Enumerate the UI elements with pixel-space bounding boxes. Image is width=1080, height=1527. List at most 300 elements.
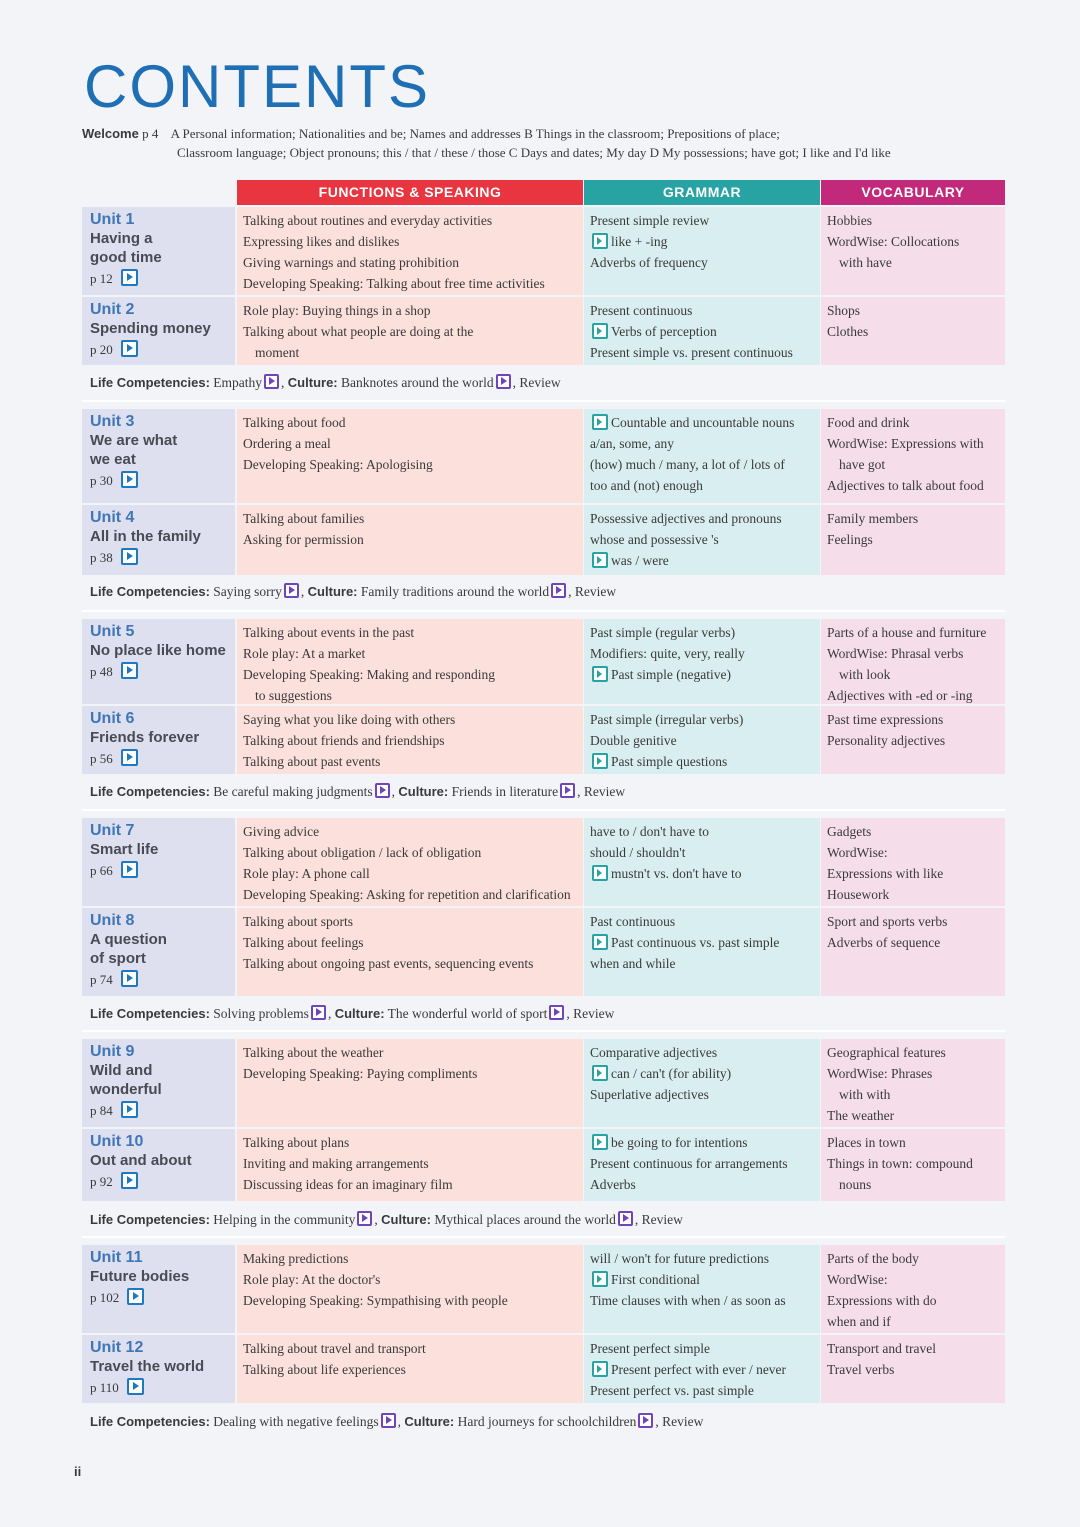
function-item	[243, 709, 577, 730]
welcome-section	[82, 124, 1012, 162]
video-icon[interactable]	[592, 753, 608, 769]
review-link: , Review	[566, 1006, 615, 1021]
function-item	[243, 1153, 577, 1174]
function-item	[243, 932, 577, 953]
unit-number[interactable]: Unit 6	[90, 710, 135, 727]
grammar-text: Adverbs of frequency	[590, 255, 708, 270]
vocab-text: Housework	[827, 887, 890, 902]
welcome-page: p 4	[142, 126, 159, 141]
grammar-item	[590, 1084, 814, 1105]
function-item	[243, 1269, 577, 1290]
grammar-item	[590, 1380, 814, 1401]
function-item	[243, 842, 577, 863]
grammar-item	[590, 454, 814, 475]
grammar-item	[590, 508, 814, 529]
grammar-text: Past continuous vs. past simple	[611, 935, 780, 950]
unit-page	[90, 1286, 229, 1310]
function-text: Developing Speaking: Sympathising with people	[243, 1293, 508, 1308]
unit-number[interactable]: Unit 11	[90, 1249, 143, 1266]
functions-cell	[237, 706, 583, 774]
function-text: Asking for permission	[243, 532, 364, 547]
vocab-text: Adverbs of sequence	[827, 935, 941, 950]
culture-topic: Family traditions around the world	[360, 584, 550, 599]
grammar-item	[590, 1042, 814, 1063]
grammar-item	[590, 412, 814, 433]
vocab-text: Parts of a house and furniture	[827, 625, 987, 640]
unit-page	[90, 1170, 229, 1194]
grammar-text: have to / don't have to	[590, 824, 710, 839]
functions-cell	[237, 409, 583, 503]
culture-label: Culture:	[398, 784, 449, 799]
unit-number[interactable]: Unit 9	[90, 1043, 135, 1060]
video-icon[interactable]	[592, 552, 608, 568]
grammar-text: whose and possessive 's	[590, 532, 719, 547]
life-competencies-line: Life Competencies: Be careful making judgments , Culture: Friends in literature , Review	[90, 784, 626, 799]
unit-page	[90, 747, 229, 771]
video-icon[interactable]	[121, 970, 138, 987]
vocab-item	[827, 1359, 999, 1380]
function-item	[243, 821, 577, 842]
unit-title: good time	[90, 249, 162, 266]
vocab-text: Sport and sports verbs	[827, 914, 948, 929]
video-icon[interactable]	[127, 1288, 144, 1305]
unit-number[interactable]: Unit 3	[90, 413, 135, 430]
unit-page	[90, 968, 229, 992]
vocabulary-cell	[821, 409, 1005, 503]
grammar-text: when and while	[590, 956, 676, 971]
function-text: Talking about routines and everyday activities	[243, 213, 493, 228]
vocab-text: Shops	[827, 303, 861, 318]
grammar-text: will / won't for future predictions	[590, 1251, 770, 1266]
unit-page-number: p 30	[90, 473, 113, 488]
grammar-text: Time clauses with when / as soon as	[590, 1293, 786, 1308]
grammar-text: should / shouldn't	[590, 845, 686, 860]
grammar-text: Past simple (irregular verbs)	[590, 712, 744, 727]
grammar-item	[590, 821, 814, 842]
unit-title: Friends forever	[90, 729, 200, 746]
vocab-item	[827, 1290, 999, 1311]
video-icon[interactable]	[284, 583, 299, 598]
vocab-item	[827, 300, 999, 321]
grammar-item	[590, 751, 814, 772]
life-competencies-line: Life Competencies: Solving problems , Culture: The wonderful world of sport , Review	[90, 1006, 615, 1021]
vocab-text: WordWise:	[827, 845, 888, 860]
vocab-item	[827, 210, 999, 231]
vocab-text: Expressions with like	[827, 866, 944, 881]
vocab-item	[827, 1132, 999, 1153]
function-text: Talking about food	[243, 415, 346, 430]
unit-page	[90, 1099, 229, 1123]
functions-cell	[237, 1039, 583, 1127]
vocab-text: WordWise: Phrases	[827, 1066, 933, 1081]
unit-cell	[82, 1335, 235, 1403]
vocab-text: Clothes	[827, 324, 869, 339]
grammar-text: was / were	[611, 553, 669, 568]
unit-page	[90, 338, 229, 362]
unit-cell	[82, 505, 235, 575]
video-icon[interactable]	[592, 1065, 608, 1081]
function-text: Ordering a meal	[243, 436, 331, 451]
unit-page-number: p 102	[90, 1290, 120, 1305]
function-text: Role play: A phone call	[243, 866, 370, 881]
grammar-item	[590, 475, 814, 496]
vocab-text: Expressions with do	[827, 1293, 937, 1308]
grammar-text: Past continuous	[590, 914, 676, 929]
function-item	[243, 953, 577, 974]
life-competencies-line: Life Competencies: Dealing with negative feelings , Culture: Hard journeys for schoolchildren , Review	[90, 1414, 704, 1429]
function-text: Developing Speaking: Apologising	[243, 457, 433, 472]
grammar-item	[590, 321, 814, 342]
grammar-text: First conditional	[611, 1272, 700, 1287]
unit-row	[82, 1039, 1005, 1127]
life-competencies-label: Life Competencies:	[90, 1414, 210, 1429]
grammar-item	[590, 1174, 814, 1195]
video-icon[interactable]	[121, 1172, 138, 1189]
grammar-cell	[584, 818, 820, 906]
vocab-item	[827, 1311, 999, 1332]
culture-topic: Hard journeys for schoolchildren	[457, 1414, 637, 1429]
unit-page	[90, 1376, 229, 1400]
unit-title: Spending money	[90, 320, 211, 337]
grammar-cell	[584, 207, 820, 295]
grammar-text: Present perfect vs. past simple	[590, 1383, 754, 1398]
functions-cell	[237, 818, 583, 906]
grammar-item	[590, 953, 814, 974]
grammar-text: Present perfect with ever / never	[611, 1362, 787, 1377]
function-item	[243, 1042, 577, 1063]
function-item	[243, 1359, 577, 1380]
function-item	[243, 433, 577, 454]
grammar-text: Adverbs	[590, 1177, 636, 1192]
video-icon[interactable]	[381, 1413, 396, 1428]
video-icon[interactable]	[121, 861, 138, 878]
video-icon[interactable]	[592, 1134, 608, 1150]
unit-row	[82, 619, 1005, 704]
vocab-item	[827, 1084, 999, 1105]
video-icon[interactable]	[592, 666, 608, 682]
video-icon[interactable]	[592, 323, 608, 339]
vocab-text: Things in town: compound	[827, 1156, 973, 1171]
grammar-item	[590, 1248, 814, 1269]
function-text: Saying what you like doing with others	[243, 712, 456, 727]
video-icon[interactable]	[592, 934, 608, 950]
vocab-item	[827, 911, 999, 932]
video-icon[interactable]	[496, 374, 511, 389]
function-text: Developing Speaking: Making and responding	[243, 667, 495, 682]
function-text: Talking about events in the past	[243, 625, 415, 640]
grammar-item	[590, 932, 814, 953]
vocab-item	[827, 730, 999, 751]
function-text: moment	[255, 345, 300, 360]
vocab-item	[827, 643, 999, 664]
function-item	[243, 529, 577, 550]
life-competencies-topic: Helping in the community	[213, 1212, 356, 1227]
vocab-item	[827, 863, 999, 884]
functions-cell	[237, 1129, 583, 1201]
video-icon[interactable]	[264, 374, 279, 389]
video-icon[interactable]	[592, 865, 608, 881]
vocabulary-cell	[821, 505, 1005, 575]
grammar-text: can / can't (for ability)	[611, 1066, 732, 1081]
review-link: , Review	[568, 584, 617, 599]
grammar-item	[590, 252, 814, 273]
video-icon[interactable]	[618, 1211, 633, 1226]
function-item	[243, 1174, 577, 1195]
vocab-text: WordWise:	[827, 1272, 888, 1287]
function-item	[243, 321, 577, 342]
video-icon[interactable]	[121, 548, 138, 565]
vocab-text: Hobbies	[827, 213, 872, 228]
life-competencies-topic: Saying sorry	[213, 584, 282, 599]
vocab-item	[827, 252, 999, 273]
vocab-item	[827, 1338, 999, 1359]
video-icon[interactable]	[592, 233, 608, 249]
vocab-text: Transport and travel	[827, 1341, 936, 1356]
grammar-cell	[584, 1039, 820, 1127]
unit-number[interactable]: Unit 12	[90, 1339, 144, 1356]
video-icon[interactable]	[127, 1378, 144, 1395]
video-icon[interactable]	[311, 1005, 326, 1020]
vocab-item	[827, 932, 999, 953]
vocabulary-cell	[821, 1335, 1005, 1403]
vocabulary-header: VOCABULARY	[821, 180, 1005, 205]
unit-row	[82, 207, 1005, 295]
unit-cell	[82, 908, 235, 996]
video-icon[interactable]	[121, 340, 138, 357]
unit-number[interactable]: Unit 7	[90, 822, 135, 839]
unit-row	[82, 1335, 1005, 1403]
unit-number[interactable]: Unit 8	[90, 912, 135, 929]
culture-label: Culture:	[404, 1414, 455, 1429]
unit-number[interactable]: Unit 1	[90, 211, 135, 228]
vocab-item	[827, 433, 999, 454]
vocab-text: Gadgets	[827, 824, 872, 839]
function-text: Talking about the weather	[243, 1045, 384, 1060]
grammar-item	[590, 643, 814, 664]
unit-page	[90, 660, 229, 684]
vocab-item	[827, 884, 999, 905]
unit-title: No place like home	[90, 642, 226, 659]
function-item	[243, 730, 577, 751]
grammar-item	[590, 1290, 814, 1311]
video-icon[interactable]	[357, 1211, 372, 1226]
unit-cell	[82, 207, 235, 295]
functions-cell	[237, 297, 583, 365]
vocab-text: with look	[839, 667, 891, 682]
grammar-item	[590, 664, 814, 685]
vocab-item	[827, 1153, 999, 1174]
vocabulary-cell	[821, 1245, 1005, 1333]
culture-label: Culture:	[334, 1006, 385, 1021]
video-icon[interactable]	[551, 583, 566, 598]
functions-cell	[237, 908, 583, 996]
unit-row	[82, 1245, 1005, 1333]
vocab-text: when and if	[827, 1314, 891, 1329]
function-item	[243, 231, 577, 252]
grammar-item	[590, 300, 814, 321]
video-icon[interactable]	[592, 1271, 608, 1287]
unit-number[interactable]: Unit 2	[90, 301, 135, 318]
vocab-item	[827, 508, 999, 529]
grammar-text: Possessive adjectives and pronouns	[590, 511, 782, 526]
function-text: Making predictions	[243, 1251, 349, 1266]
vocab-text: Places in town	[827, 1135, 906, 1150]
grammar-item	[590, 433, 814, 454]
function-item	[243, 454, 577, 475]
vocabulary-cell	[821, 1129, 1005, 1201]
grammar-text: Double genitive	[590, 733, 677, 748]
function-item	[243, 664, 577, 685]
grammar-item	[590, 911, 814, 932]
grammar-item	[590, 550, 814, 571]
function-item	[243, 300, 577, 321]
life-competencies-topic: Solving problems	[213, 1006, 309, 1021]
life-competencies-label: Life Competencies:	[90, 784, 210, 799]
vocab-item	[827, 842, 999, 863]
vocabulary-cell	[821, 619, 1005, 704]
functions-cell	[237, 207, 583, 295]
video-icon[interactable]	[121, 662, 138, 679]
function-item	[243, 342, 577, 363]
video-icon[interactable]	[592, 1361, 608, 1377]
page-number: ii	[74, 1464, 82, 1479]
vocab-text: with have	[839, 255, 892, 270]
culture-topic: Banknotes around the world	[341, 375, 494, 390]
video-icon[interactable]	[375, 783, 390, 798]
unit-page-number: p 74	[90, 972, 113, 987]
function-text: Giving warnings and stating prohibition	[243, 255, 459, 270]
vocab-item	[827, 321, 999, 342]
function-item	[243, 751, 577, 772]
grammar-text: too and (not) enough	[590, 478, 703, 493]
section-divider	[82, 610, 1005, 612]
vocab-text: Personality adjectives	[827, 733, 946, 748]
grammar-header: GRAMMAR	[584, 180, 820, 205]
function-text: Developing Speaking: Talking about free time activities	[243, 276, 545, 291]
unit-title: we eat	[90, 451, 136, 468]
unit-title: Wild and	[90, 1062, 153, 1079]
welcome-line-1	[82, 124, 1012, 143]
grammar-text: Superlative adjectives	[590, 1087, 709, 1102]
grammar-text: mustn't vs. don't have to	[611, 866, 742, 881]
unit-page-number: p 12	[90, 271, 113, 286]
unit-row	[82, 908, 1005, 996]
grammar-cell	[584, 297, 820, 365]
unit-number[interactable]: Unit 5	[90, 623, 135, 640]
grammar-text: (how) much / many, a lot of / lots of	[590, 457, 785, 472]
grammar-item	[590, 529, 814, 550]
grammar-cell	[584, 1335, 820, 1403]
function-text: Talking about plans	[243, 1135, 350, 1150]
unit-row	[82, 505, 1005, 575]
grammar-text: Present perfect simple	[590, 1341, 710, 1356]
grammar-item	[590, 1338, 814, 1359]
function-text: Talking about sports	[243, 914, 354, 929]
grammar-item	[590, 1269, 814, 1290]
grammar-item	[590, 842, 814, 863]
unit-page-number: p 92	[90, 1174, 113, 1189]
page-title: CONTENTS	[84, 53, 430, 120]
functions-cell	[237, 619, 583, 704]
video-icon[interactable]	[549, 1005, 564, 1020]
vocab-item	[827, 529, 999, 550]
grammar-cell	[584, 1245, 820, 1333]
function-text: Discussing ideas for an imaginary film	[243, 1177, 453, 1192]
life-competencies-label: Life Competencies:	[90, 584, 210, 599]
grammar-cell	[584, 1129, 820, 1201]
life-competencies-line: Life Competencies: Helping in the community , Culture: Mythical places around the world , Review	[90, 1212, 683, 1227]
unit-number[interactable]: Unit 10	[90, 1133, 144, 1150]
functions-cell	[237, 505, 583, 575]
functions-cell	[237, 1335, 583, 1403]
grammar-item	[590, 863, 814, 884]
function-item	[243, 1248, 577, 1269]
vocab-item	[827, 664, 999, 685]
grammar-text: Past simple questions	[611, 754, 728, 769]
review-link: , Review	[512, 375, 561, 390]
unit-page	[90, 267, 229, 291]
video-icon[interactable]	[121, 749, 138, 766]
vocab-item	[827, 475, 999, 496]
review-link: , Review	[634, 1212, 683, 1227]
video-icon[interactable]	[592, 414, 608, 430]
grammar-item	[590, 622, 814, 643]
vocab-text: Parts of the body	[827, 1251, 919, 1266]
grammar-item	[590, 231, 814, 252]
function-item	[243, 1290, 577, 1311]
unit-number[interactable]: Unit 4	[90, 509, 135, 526]
video-icon[interactable]	[638, 1413, 653, 1428]
vocab-item	[827, 1269, 999, 1290]
life-competencies-topic: Be careful making judgments	[213, 784, 373, 799]
video-icon[interactable]	[121, 471, 138, 488]
review-link: , Review	[655, 1414, 704, 1429]
unit-cell	[82, 619, 235, 704]
function-text: Inviting and making arrangements	[243, 1156, 429, 1171]
video-icon[interactable]	[121, 1101, 138, 1118]
function-item	[243, 643, 577, 664]
vocab-text: Family members	[827, 511, 919, 526]
vocab-item	[827, 821, 999, 842]
vocabulary-cell	[821, 207, 1005, 295]
function-item	[243, 1063, 577, 1084]
unit-row	[82, 297, 1005, 365]
function-item	[243, 685, 577, 706]
vocab-text: Food and drink	[827, 415, 910, 430]
vocabulary-cell	[821, 818, 1005, 906]
vocab-text: Geographical features	[827, 1045, 946, 1060]
culture-topic: Mythical places around the world	[434, 1212, 616, 1227]
culture-topic: Friends in literature	[451, 784, 559, 799]
video-icon[interactable]	[560, 783, 575, 798]
unit-cell	[82, 818, 235, 906]
unit-page	[90, 546, 229, 570]
functions-cell	[237, 1245, 583, 1333]
unit-cell	[82, 1039, 235, 1127]
vocab-text: Adjectives to talk about food	[827, 478, 984, 493]
unit-title: Out and about	[90, 1152, 192, 1169]
life-competencies-line: Life Competencies: Empathy , Culture: Banknotes around the world , Review	[90, 375, 561, 390]
grammar-cell	[584, 409, 820, 503]
function-text: Talking about families	[243, 511, 365, 526]
life-competencies-line: Life Competencies: Saying sorry , Culture: Family traditions around the world , Review	[90, 584, 617, 599]
culture-topic: The wonderful world of sport	[387, 1006, 548, 1021]
unit-page-number: p 66	[90, 863, 113, 878]
grammar-text: Present simple review	[590, 213, 710, 228]
video-icon[interactable]	[121, 269, 138, 286]
function-text: Role play: At the doctor's	[243, 1272, 381, 1287]
grammar-text: Modifiers: quite, very, really	[590, 646, 745, 661]
